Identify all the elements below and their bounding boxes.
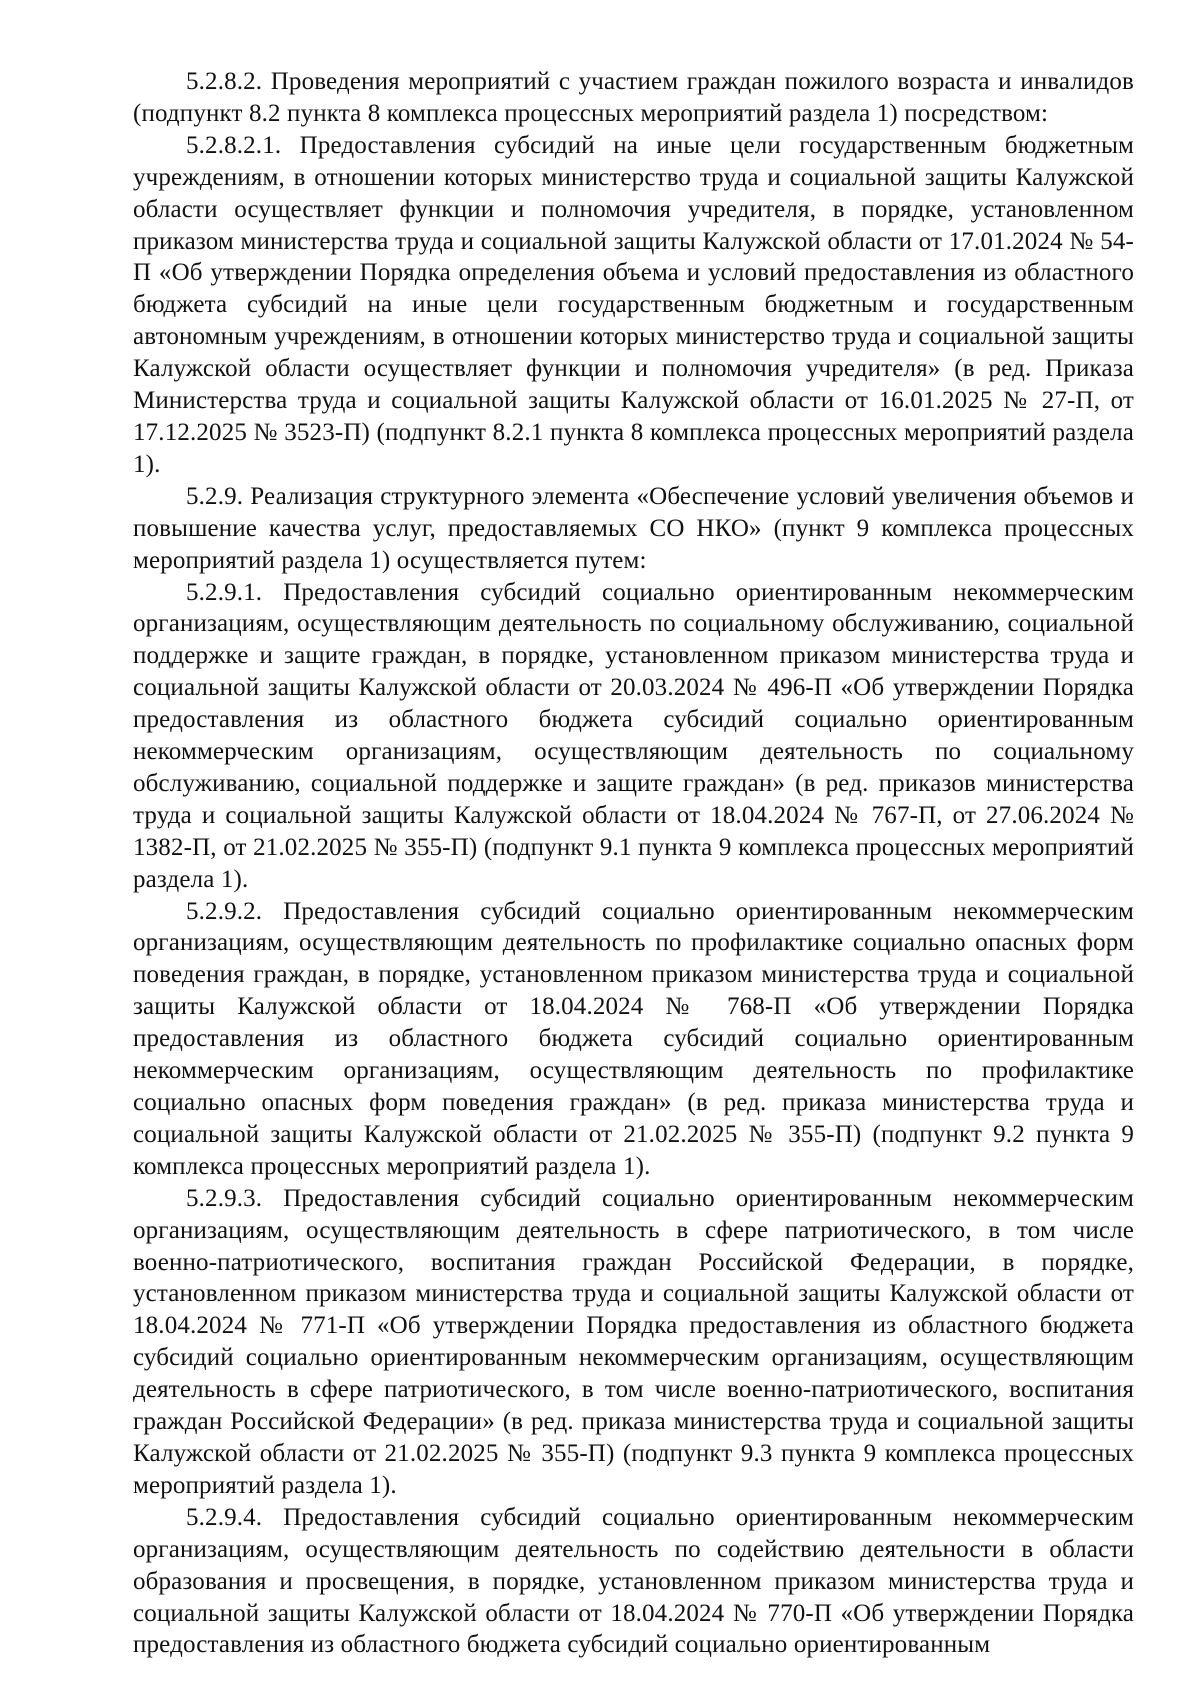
paragraph-5-2-9: 5.2.9. Реализация структурного элемента «Обеспечение условий увеличения объемов и повышение качества услуг, предоставляемых СО НКО» (пункт 9 комплекса процессных мероприятий раздела 1) осуществляется путем: [133, 482, 1134, 574]
paragraph-5-2-9-1: 5.2.9.1. Предоставления субсидий социально ориентированным некоммерческим организациям, осуществляющим деятельность по социальному обслуживанию, социальной поддержке и защите граждан, в порядке, установленном приказом министерства труда и социальной защиты Калужской области от 20.03.2024 № 496-П «Об утверждении Порядка предоставления из областного бюджета субсидий социально ориентированным некоммерческим организациям, осуществляющим деятельность по социальному обслуживанию, социальной поддержке и защите граждан» (в ред. приказов министерства труда и социальной защиты Калужской области от 18.04.2024 № 767-П, от 27.06.2024 № 1382-П, от 21.02.2025 № 355-П) (подпункт 9.1 пункта 9 комплекса процессных мероприятий раздела 1). [133, 578, 1134, 893]
paragraph-5-2-9-2: 5.2.9.2. Предоставления субсидий социально ориентированным некоммерческим организациям, осуществляющим деятельность по профилактике социально опасных форм поведения граждан, в порядке, установленном приказом министерства труда и социальной защиты Калужской области от 18.04.2024 № 768-П «Об утверждении Порядка предоставления из областного бюджета субсидий социально ориентированным некоммерческим организациям, осуществляющим деятельность по профилактике социально опасных форм поведения граждан» (в ред. приказа министерства труда и социальной защиты Калужской области от 21.02.2025 № 355-П) (подпункт 9.2 пункта 9 комплекса процессных мероприятий раздела 1). [133, 897, 1134, 1180]
paragraph-5-2-8-2-1: 5.2.8.2.1. Предоставления субсидий на иные цели государственным бюджетным учреждениям, в отношении которых министерство труда и социальной защиты Калужской области осуществляет функции и полномочия учредителя, в порядке, установленном приказом министерства труда и социальной защиты Калужской области от 17.01.2024 № 54-П «Об утверждении Порядка определения объема и условий предоставления из областного бюджета субсидий на иные цели государственным бюджетным и государственным автономным учреждениям, в отношении которых министерство труда и социальной защиты Калужской области осуществляет функции и полномочия учредителя» (в ред. Приказа Министерства труда и социальной защиты Калужской области от 16.01.2025 № 27-П, от 17.12.2025 № 3523-П) (подпункт 8.2.1 пункта 8 комплекса процессных мероприятий раздела 1). [133, 131, 1134, 478]
paragraph-5-2-8-2: 5.2.8.2. Проведения мероприятий с участием граждан пожилого возраста и инвалидов (подпункт 8.2 пункта 8 комплекса процессных мероприятий раздела 1) посредством: [133, 68, 1134, 127]
document-body [133, 66, 1134, 1661]
paragraph-5-2-9-4: 5.2.9.4. Предоставления субсидий социально ориентированным некоммерческим организациям, осуществляющим деятельность по содействию деятельности в области образования и просвещения, в порядке, установленном приказом министерства труда и социальной защиты Калужской области от 18.04.2024 № 770-П «Об утверждении Порядка предоставления из областного бюджета субсидий социально ориентированным [133, 1503, 1134, 1659]
paragraph-5-2-9-3: 5.2.9.3. Предоставления субсидий социально ориентированным некоммерческим организациям, осуществляющим деятельность в сфере патриотического, в том числе военно-патриотического, воспитания граждан Российской Федерации, в порядке, установленном приказом министерства труда и социальной защиты Калужской области от 18.04.2024 № 771-П «Об утверждении Порядка предоставления из областного бюджета субсидий социально ориентированным некоммерческим организациям, осуществляющим деятельность в сфере патриотического, в том числе военно-патриотического, воспитания граждан Российской Федерации» (в ред. приказа министерства труда и социальной защиты Калужской области от 21.02.2025 № 355-П) (подпункт 9.3 пункта 9 комплекса процессных мероприятий раздела 1). [133, 1184, 1134, 1499]
